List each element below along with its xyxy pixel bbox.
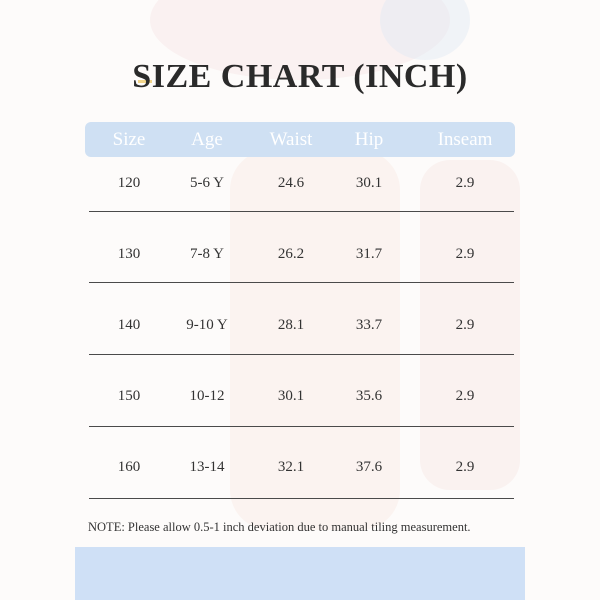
page-title: SIZE CHART (INCH) bbox=[132, 58, 468, 95]
table-row bbox=[89, 290, 514, 361]
cell-size: 120 bbox=[117, 175, 141, 191]
cell-hip: 37.6 bbox=[355, 459, 383, 475]
row-divider bbox=[89, 498, 514, 499]
header-age: Age bbox=[191, 129, 223, 150]
header-size: Size bbox=[112, 129, 146, 150]
row-divider bbox=[89, 211, 514, 212]
cell-inseam: 2.9 bbox=[455, 175, 475, 191]
cell-hip: 33.7 bbox=[355, 317, 383, 333]
header-inseam: Inseam bbox=[437, 129, 493, 150]
table-row bbox=[89, 432, 514, 503]
header-hip: Hip bbox=[354, 129, 384, 150]
cell-hip: 30.1 bbox=[355, 175, 383, 191]
cell-hip: 31.7 bbox=[355, 246, 383, 262]
cell-age: 13-14 bbox=[189, 459, 225, 475]
cell-age: 10-12 bbox=[189, 388, 225, 404]
cell-inseam: 2.9 bbox=[455, 317, 475, 333]
table-row bbox=[89, 219, 514, 290]
cell-waist: 28.1 bbox=[277, 317, 305, 333]
header-waist: Waist bbox=[269, 129, 313, 150]
table-row bbox=[89, 361, 514, 432]
cell-age: 9-10 Y bbox=[186, 317, 228, 333]
cell-size: 160 bbox=[117, 459, 141, 475]
cell-waist: 30.1 bbox=[277, 388, 305, 404]
cell-waist: 26.2 bbox=[277, 246, 305, 262]
cell-waist: 24.6 bbox=[277, 175, 305, 191]
row-divider bbox=[89, 282, 514, 283]
cell-inseam: 2.9 bbox=[455, 388, 475, 404]
table-row bbox=[89, 148, 514, 219]
cell-age: 5-6 Y bbox=[189, 175, 225, 191]
measurement-note: NOTE: Please allow 0.5-1 inch deviation due to manual tiling measurement. bbox=[88, 520, 471, 534]
cell-size: 140 bbox=[117, 317, 141, 333]
footer-bar bbox=[75, 547, 525, 600]
cell-age: 7-8 Y bbox=[189, 246, 225, 262]
cell-size: 130 bbox=[117, 246, 141, 262]
row-divider bbox=[89, 354, 514, 355]
cell-inseam: 2.9 bbox=[455, 459, 475, 475]
row-divider bbox=[89, 426, 514, 427]
cell-size: 150 bbox=[117, 388, 141, 404]
cell-hip: 35.6 bbox=[355, 388, 383, 404]
cell-inseam: 2.9 bbox=[455, 246, 475, 262]
cell-waist: 32.1 bbox=[277, 459, 305, 475]
